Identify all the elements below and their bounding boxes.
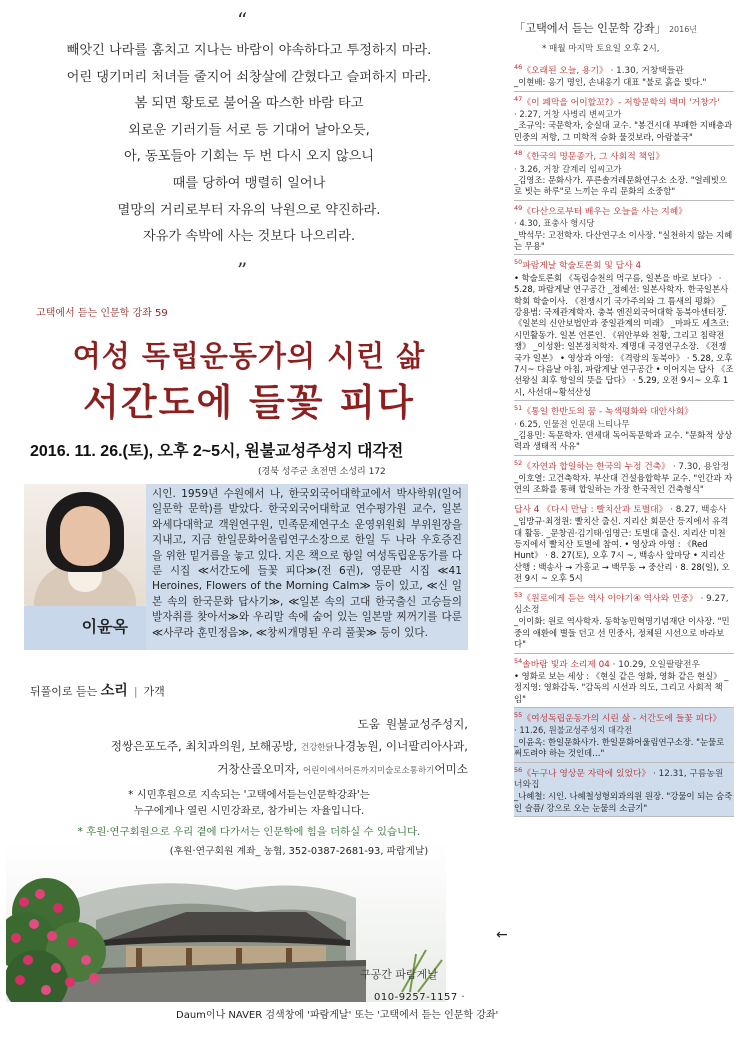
poem: [10, 38, 488, 251]
poem-line: 아, 동포들아 기회는 두 번 다시 오지 않으니: [123, 149, 375, 165]
speaker-name-box: [24, 606, 146, 650]
poem-line: 빼앗긴 나라를 훔치고 지나는 바람이 야속하다고 투정하지 마라.: [66, 43, 432, 58]
membership-notice: * 후원·연구회원으로 우리 곁에 다가서는 인문학에 힘을 더하실 수 있습니다.: [77, 826, 421, 838]
support-line: 누구에게나 열린 시민강좌로, 참가비는 자율입니다.: [133, 805, 365, 817]
schedule-entry: [514, 588, 734, 654]
poem-line: 봄 되면 황토로 불어올 따스한 바람 타고: [134, 96, 364, 112]
schedule-entry: [514, 763, 734, 818]
series-label: 고택에서 듣는 인문학 강좌 59: [36, 308, 168, 319]
schedule-entry: [514, 456, 734, 499]
entry-desc: _조규익: 국문학자, 숭실대 교수. "봉건시대 부패한 지배층과 민중의 저항, 그 미학적 승화 물것보라, 아람불국": [514, 120, 733, 142]
poem-line: 멸망의 거리로부터 자유의 낙원으로 약진하라.: [117, 202, 381, 218]
poem-line: 자유가 속박에 사는 것보다 나으리라.: [142, 229, 356, 245]
support-line: * 시민후원으로 지속되는 '고택에서듣는인문학강좌'는: [128, 789, 370, 801]
entry-desc: _이호열: 고건축학자. 부산대 건설융합학부 교수. "인간과 자연의 조화를 통해 합일하는 가장 한국적인 건축형식": [514, 473, 733, 495]
schedule-entry: [514, 60, 734, 92]
entry-title: 《원로에게 듣는 역사 이야기④ 역사와 민중》: [522, 593, 698, 604]
entry-desc: _나혜철: 시인. 나혜철성형외과의원 원장. "강물이 되는 숨죽인 슬픔/ 강으로 오는 눈물의 소금기": [514, 791, 733, 813]
entry-meta: · 1.30, 거창택들관: [610, 65, 684, 76]
entry-meta: · 6.25, 인물전 인문대 느티나무: [514, 418, 630, 429]
schedule-entry: [514, 499, 734, 588]
entry-meta: · 12.31, 구름농원 너와집: [514, 768, 724, 790]
donation-account: (후원·연구회원 계좌_ 농협, 352-0387-2681-93, 파람게날): [169, 846, 429, 857]
entry-title: 《오래된 오늘, 용기》: [522, 65, 608, 76]
credits-line: 정쌍은포도주, 최치과의원, 보해공방,: [110, 738, 298, 753]
credits-line: 거창산골오미자,: [217, 762, 300, 776]
entry-meta: · 9.27, 심소정: [514, 593, 729, 615]
search-hint: Daum이나 NAVER 검색창에 '파람게날' 또는 '고택에서 듣는 인문학 강좌': [176, 1010, 499, 1021]
speaker-portrait: [24, 484, 146, 606]
entry-title: 《한국의 명문종가, 그 사회적 책임》: [522, 152, 665, 163]
entry-desc: _김용민: 독문학자. 연세대 독어독문학과 교수. "문화적 상상력과 생태적 사유": [514, 429, 733, 452]
entry-number: 49: [514, 203, 523, 212]
event-title-line1: 여성 독립운동가의 시린 삶: [72, 339, 426, 373]
entry-desc: _임방규·최정원: 빨치산 출신. 지리산 회문산 등지에서 유격대 활동. _문창권·김기태·임명근: 토벌대 출신. 지리산 미천 등지에서 빨치산 토벌에 참여. • 영상과 아영 : 《Red Hunt》 · 8. 27(토), 오후 7시 ~, 백송사 앞마당 • 지리산 산행 : 백송사 → 가흥교 → 백무동 → 중산리 · 8. 28(일), 오전 9시 ~ 오후 5시: [514, 516, 730, 584]
schedule-header: [514, 20, 697, 36]
entry-title: 《통일 한반도의 꿈 - 녹색평화와 대안사회》: [522, 407, 693, 418]
entry-meta: · 8.27, 백송사: [670, 504, 727, 515]
venue-address: (경북 성주군 초전면 소성리 172: [258, 467, 386, 477]
program-title: 소리: [100, 683, 128, 699]
support-notice: [0, 787, 498, 819]
entry-title: 파람게날 학술토론회 및 답사 4: [522, 261, 642, 272]
entry-number: 55: [514, 711, 523, 720]
entry-desc: _박석무: 고전학자. 다산연구소 이사장. "실천하지 않는 지혜는 무용": [514, 229, 733, 251]
contact-phone: 010-9257-1157 ·: [374, 992, 466, 1003]
schedule-entry: [514, 255, 734, 401]
entry-desc: _이이화: 원로 역사학자. 동학농민혁명기념재단 이사장. "민중의 애환에 별들 던고 선 민중사, 정체된 시선으로 바라보다": [514, 616, 730, 650]
entry-number: 47: [514, 94, 523, 103]
schedule-year: 2016년: [668, 25, 698, 34]
current-lecture-arrow-icon: ←: [496, 927, 508, 943]
entry-meta: · 2.27, 거창 사병리 변씨고가: [514, 109, 622, 120]
poem-line: 외로운 기러기들 서로 등 기대어 날아오듯,: [128, 122, 370, 138]
after-program: [30, 680, 165, 700]
poem-line: 때를 당하여 맹렬히 일어나: [172, 175, 326, 191]
entry-number: 53: [514, 590, 523, 599]
entry-number: 48: [514, 149, 523, 158]
entry-desc: • 학술토론회 《독립승천의 먹구름, 일본을 바로 보다》 · 5.28, 파람게날 연구공간 _정혜선: 일본사학자. 한국일본사학회 학술이사. 《전쟁시기 국가주의와 그 틈새의 평화》 _강용범: 국제관계학자. 충북 엔진외국어대학 동북아센터장. 《일본의 신안보법안과 중일관계의 미래》 _마파도 세츠코: 시민활동가. 일본 언론인. 《위안부와 천황, 그리고 침략전쟁》 _이성환: 일본정치학자. 계명대 국경연구소장. 《전쟁국가 일본》 • 영상과 아영: 《격랑의 동북아》 · 5.28, 오후 7시~ 다음날 아침, 파람게날 연구공간 • 이어지는 답사 《조선왕실 최후 항일의 뜻을 답다》 · 5.29, 오전 9시~ 오후 1시, 사선대~황석산성: [514, 272, 734, 397]
schedule-entry: [514, 92, 734, 147]
entry-meta: · 7.30, 용암정: [672, 461, 730, 472]
program-separator: |: [133, 685, 138, 698]
credits-line: 어미소: [434, 762, 468, 776]
entry-meta: · 11.26, 원불교성주성지 대각전: [514, 725, 633, 736]
entry-desc: _김영조: 문화사가. 푸른솔겨레문화연구소 소장. "얼레빗으로 빗는 하루"로 느끼는 우리 문화의 소중함": [514, 175, 727, 197]
credits-small: 어린이에서어른까지미술로소통하기: [303, 766, 435, 776]
entry-desc: • 영화로 보는 세상 : 《현실 같은 영화, 영화 같은 현실》 _정지영: 영화감독. "감독의 시선과 의도, 그리고 사회적 책임": [514, 670, 729, 704]
lecture-schedule: [498, 0, 740, 1046]
credits-small: 건강한닭: [300, 742, 334, 753]
event-title-line2: 서간도에 들꽃 피다: [83, 380, 415, 424]
entry-number: 56: [514, 765, 523, 774]
entry-title: 《이 폐막을 어이할꼬?》- 저항문학의 백미 '거창가': [522, 97, 720, 108]
credits-line: 원불교성주성지,: [385, 717, 468, 731]
speaker-bio: 시인. 1959년 수원에서 나, 한국외국어대학교에서 박사학위(일어일문학 문학)를 받았다. 한국외국어대학교 연수평가원 교수, 일본 와세다대학교 객원연구원, 민족문제연구소 운영위원회 부위원장을 지내고, 지금 한일문화어울림연구소장으로 한일 두 나라 우호증진을 위한 밑거름을 놓고 있다. 지은 책으로 항일 여성독립운동가를 다룬 시집 ≪서간도에 들꽃 피다≫(전 6권), 영문판 시집 ≪41 Heroines, Flowers of the Morning Calm≫ 등이 있고, ≪신 일본 속의 한국문화 답사기≫, ≪일본 속의 고대 한국출신 고승들의 발자취를 찾아서≫와 우리말 속에 숨어 있는 일본말 찌꺼기를 다룬 ≪사쿠라 훈민정음≫, ≪창씨개명된 우리 풀꽃≫ 등이 있다.: [146, 484, 468, 650]
entry-meta: · 10.29, 오일팔량전우: [612, 659, 701, 670]
entry-meta: · 3.26, 거창 갈계리 임씨고가: [514, 163, 622, 174]
entry-desc: _이현배: 옹기 명인, 손내옹기 대표 "불로 흙을 빚다.": [514, 77, 707, 88]
organizer-brand: 구공간 파람게날: [360, 968, 438, 981]
credits-label: 도움: [357, 717, 380, 731]
entry-title: 《다산으로부터 배우는 오늘을 사는 지혜》: [522, 206, 688, 217]
entry-number: 54: [514, 656, 523, 665]
program-role: 가객: [143, 685, 165, 698]
schedule-entry: [514, 654, 734, 709]
poem-line: 어린 댕기머리 처녀들 줄지어 쇠창살에 갇혔다고 슬퍼하지 마라.: [66, 69, 432, 85]
entry-meta: · 4.30, 표충사 형시당: [514, 218, 595, 229]
entry-number: 50: [514, 258, 523, 267]
schedule-entry: [514, 401, 734, 456]
event-date-venue: 2016. 11. 26.(토), 오후 2~5시, 원불교성주성지 대각전: [30, 443, 404, 460]
program-prefix: 뒤풀이로 듣는: [30, 685, 101, 698]
credits-line: 나경농원, 이너팔리아사과,: [333, 738, 468, 753]
entry-number: 51: [514, 404, 523, 413]
entry-title: 솔바람 빛과 소리제 04: [522, 659, 610, 670]
entry-desc: _이윤옥: 한일문화사가. 한일문화어울림연구소장. "눈물로 써도려야 하는 것인데…": [514, 736, 725, 759]
sponsor-credits: [28, 714, 468, 783]
entry-title: 《누구나 영상문 자락에 있었다》: [522, 768, 651, 779]
entry-number: 52: [514, 458, 523, 467]
quote-open-mark: “: [237, 8, 248, 32]
portrait-face: [60, 506, 110, 566]
entry-title: 《여성독립운동가의 시린 삶 - 서간도에 들꽃 피다》: [522, 714, 722, 725]
quote-close-mark: ”: [237, 258, 248, 282]
schedule-entry: [514, 201, 734, 256]
schedule-title: 「고택에서 듣는 인문학 강좌」: [514, 22, 666, 35]
entry-number: 46: [514, 63, 523, 71]
schedule-entry-current: [514, 708, 734, 763]
schedule-list: [514, 60, 734, 817]
entry-title: 답사 4 《다시 만남 : 빨치산과 토벌대》: [514, 504, 668, 515]
entry-title: 《자연과 합일하는 한국의 누정 건축》: [522, 461, 671, 472]
schedule-note: * 매월 마지막 토요일 오후 2시,: [542, 44, 660, 54]
schedule-entry: [514, 146, 734, 201]
speaker-name: 이윤옥: [81, 617, 128, 636]
